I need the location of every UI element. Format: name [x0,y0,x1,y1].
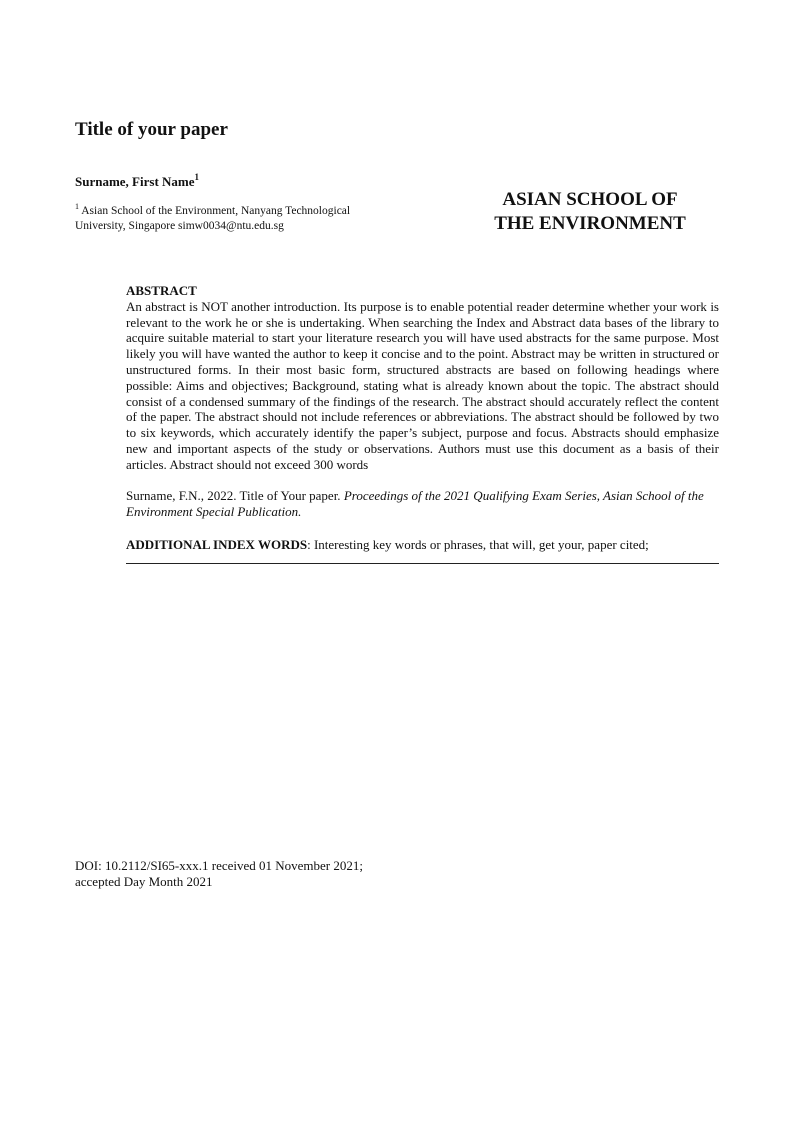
institution-banner-line-2: THE ENVIRONMENT [494,213,686,234]
abstract-section [126,283,719,473]
author-affiliation-marker: 1 [194,171,200,182]
index-words-text: : Interesting key words or phrases, that will, get your, paper cited; [307,537,649,552]
author-affiliation [75,204,385,234]
affiliation-text: Asian School of the Environment, Nanyang Technological University, Singapore simw0034@ntu.edu.sg [75,205,351,232]
doi-line: DOI: 10.2112/SI65-xxx.1 received 01 November 2021; [75,858,363,873]
citation-italic: Proceedings of the 2021 Qualifying Exam Series, Asian School of the Environment Special Publication. [126,488,704,519]
index-words [126,537,719,553]
doi-footer [75,858,415,890]
section-divider [126,563,719,564]
citation-plain: Surname, F.N., 2022. Title of Your paper. [126,488,344,503]
abstract-heading: ABSTRACT [126,283,197,298]
author-name [75,171,200,190]
affiliation-marker: 1 [75,202,79,212]
paper-title: Title of your paper [75,119,228,140]
institution-banner-line-1: ASIAN SCHOOL OF [502,189,678,210]
abstract-body: An abstract is NOT another introduction. Its purpose is to enable potential reader determine whether your work is relevant to the work he or she is undertaking. When searching the Index and Abstract data bases of the library to acquire suitable material to start your literature research you will have used abstracts for the same purpose. Most likely you will have wanted the author to keep it concise and to the point. Abstract may be written in structured or unstructured forms. In their most basic form, structured abstracts are based on following headings where possible: Aims and objectives; Background, stating what is already known about the topic. The abstract should consist of a condensed summary of the findings of the research. The abstract should accurately reflect the content of the paper. The abstract should not include references or abbreviations. The abstract should be followed by two to six keywords, which accurately identify the paper’s subject, purpose and focus. Abstracts should emphasize new and important aspects of the study or observations. Authors must use this document as a basis of their articles. Abstract should not exceed 300 words [126,298,719,472]
author-name-text: Surname, First Name [75,174,195,189]
citation [126,488,719,520]
institution-banner [480,188,700,236]
accepted-line: accepted Day Month 2021 [75,874,213,889]
index-words-label: ADDITIONAL INDEX WORDS [126,537,308,552]
